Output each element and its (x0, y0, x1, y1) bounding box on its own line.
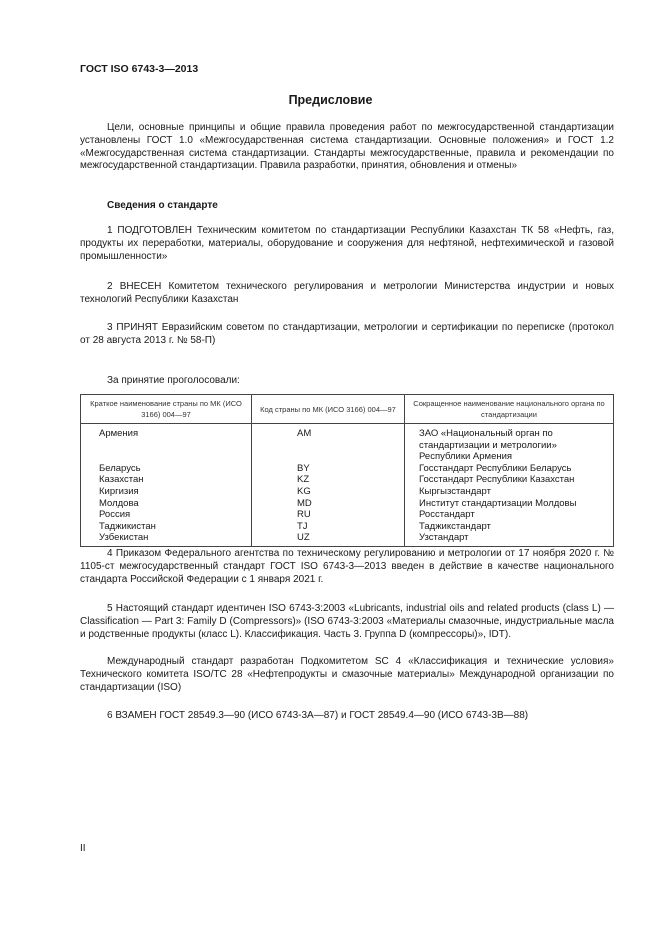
table-row (81, 532, 614, 546)
table-header-country: Краткое наименование страны по МК (ИСО 3166) 004—97 (81, 395, 252, 424)
table-cell-body: Институт стандартизации Молдовы (405, 498, 614, 510)
table-cell-code: MD (252, 498, 405, 510)
voted-label: За принятие проголосовали: (107, 375, 240, 386)
item-2-paragraph: 2 ВНЕСЕН Комитетом технического регулирования и метрологии Министерства индустрии и новых технологий Республики Казахстан (80, 281, 614, 305)
table-cell-country: Беларусь (81, 463, 252, 475)
voting-table (80, 394, 614, 547)
table-cell-country: Таджикистан (81, 521, 252, 533)
table-cell-body: Узстандарт (405, 532, 614, 546)
table-cell-body: Росстандарт (405, 509, 614, 521)
page-title: Предисловие (288, 93, 373, 107)
table-cell-code: BY (252, 463, 405, 475)
table-cell-body: Госстандарт Республики Казахстан (405, 474, 614, 486)
table-cell-body: Госстандарт Республики Беларусь (405, 463, 614, 475)
item-4-paragraph: 4 Приказом Федерального агентства по техническому регулированию и метрологии от 17 ноября 2020 г. № 1105-ст межгосударственный стандарт ГОСТ ISO 6743-3—2013 введен в действие в качестве национального стандарта Российской Федерации с 1 января 2021 г. (80, 548, 614, 585)
page-number: II (80, 843, 86, 854)
table-cell-country: Казахстан (81, 474, 252, 486)
table-row (81, 509, 614, 521)
table-cell-code: KG (252, 486, 405, 498)
table-cell-code: AM (252, 424, 405, 463)
table-row (81, 486, 614, 498)
table-cell-code: RU (252, 509, 405, 521)
table-row (81, 521, 614, 533)
table-header-row (81, 395, 614, 424)
table-cell-country: Узбекистан (81, 532, 252, 546)
table-header-body: Сокращенное наименование национального органа по стандартизации (405, 395, 614, 424)
table-row (81, 424, 614, 463)
table-cell-country: Россия (81, 509, 252, 521)
intro-paragraph: Цели, основные принципы и общие правила проведения работ по межгосударственной стандартизации установлены ГОСТ 1.0 «Межгосударственная система стандартизации. Основные положения» и ГОСТ 1.2 «Межгосударственная система стандартизации. Стандарты межгосударственные, правила и рекомендации по межгосударственной стандартизации. Правила разработки, принятия, обновления и отмены» (80, 122, 614, 172)
table-cell-country: Армения (81, 424, 252, 463)
item-6-paragraph: 6 ВЗАМЕН ГОСТ 28549.3—90 (ИСО 6743-3А—87) и ГОСТ 28549.4—90 (ИСО 6743-3В—88) (107, 710, 529, 721)
table-row (81, 474, 614, 486)
table-header-code: Код страны по МК (ИСО 3166) 004—97 (252, 395, 405, 424)
standard-code-header: ГОСТ ISO 6743-3—2013 (80, 63, 199, 75)
table-cell-body: ЗАО «Национальный орган по стандартизации и метрологии» Республики Армения (405, 424, 614, 463)
item-3-paragraph: 3 ПРИНЯТ Евразийским советом по стандартизации, метрологии и сертификации по переписке (протокол от 28 августа 2013 г. № 58-П) (80, 322, 614, 346)
info-heading: Сведения о стандарте (107, 200, 218, 211)
table-cell-code: UZ (252, 532, 405, 546)
table-cell-country: Молдова (81, 498, 252, 510)
item-1-paragraph: 1 ПОДГОТОВЛЕН Техническим комитетом по стандартизации Республики Казахстан ТК 58 «Нефть, газ, продукты их переработки, материалы, оборудование и сооружения для нефтяной, нефтехимической и газовой промышленности» (80, 225, 614, 262)
table-row (81, 498, 614, 510)
item-5-note-paragraph: Международный стандарт разработан Подкомитетом SC 4 «Классификация и технические условия» Технического комитета ISO/TC 28 «Нефтепродукты и смазочные материалы» Международной организации по стандартизации (ISO) (80, 656, 614, 693)
table-cell-body: Кыргызстандарт (405, 486, 614, 498)
table-cell-code: KZ (252, 474, 405, 486)
table-cell-country: Киргизия (81, 486, 252, 498)
table-cell-code: TJ (252, 521, 405, 533)
item-5-paragraph: 5 Настоящий стандарт идентичен ISO 6743-3:2003 «Lubricants, industrial oils and related products (class L) — Classification — Part 3: Family D (Compressors)» (ISO 6743-3:2003 «Материалы смазочные, индустриальные масла и родственные продукты (класс L). Классификация. Часть 3. Группа D (компрессоры)», IDT). (80, 603, 614, 640)
table-row (81, 463, 614, 475)
table-cell-body: Таджикстандарт (405, 521, 614, 533)
